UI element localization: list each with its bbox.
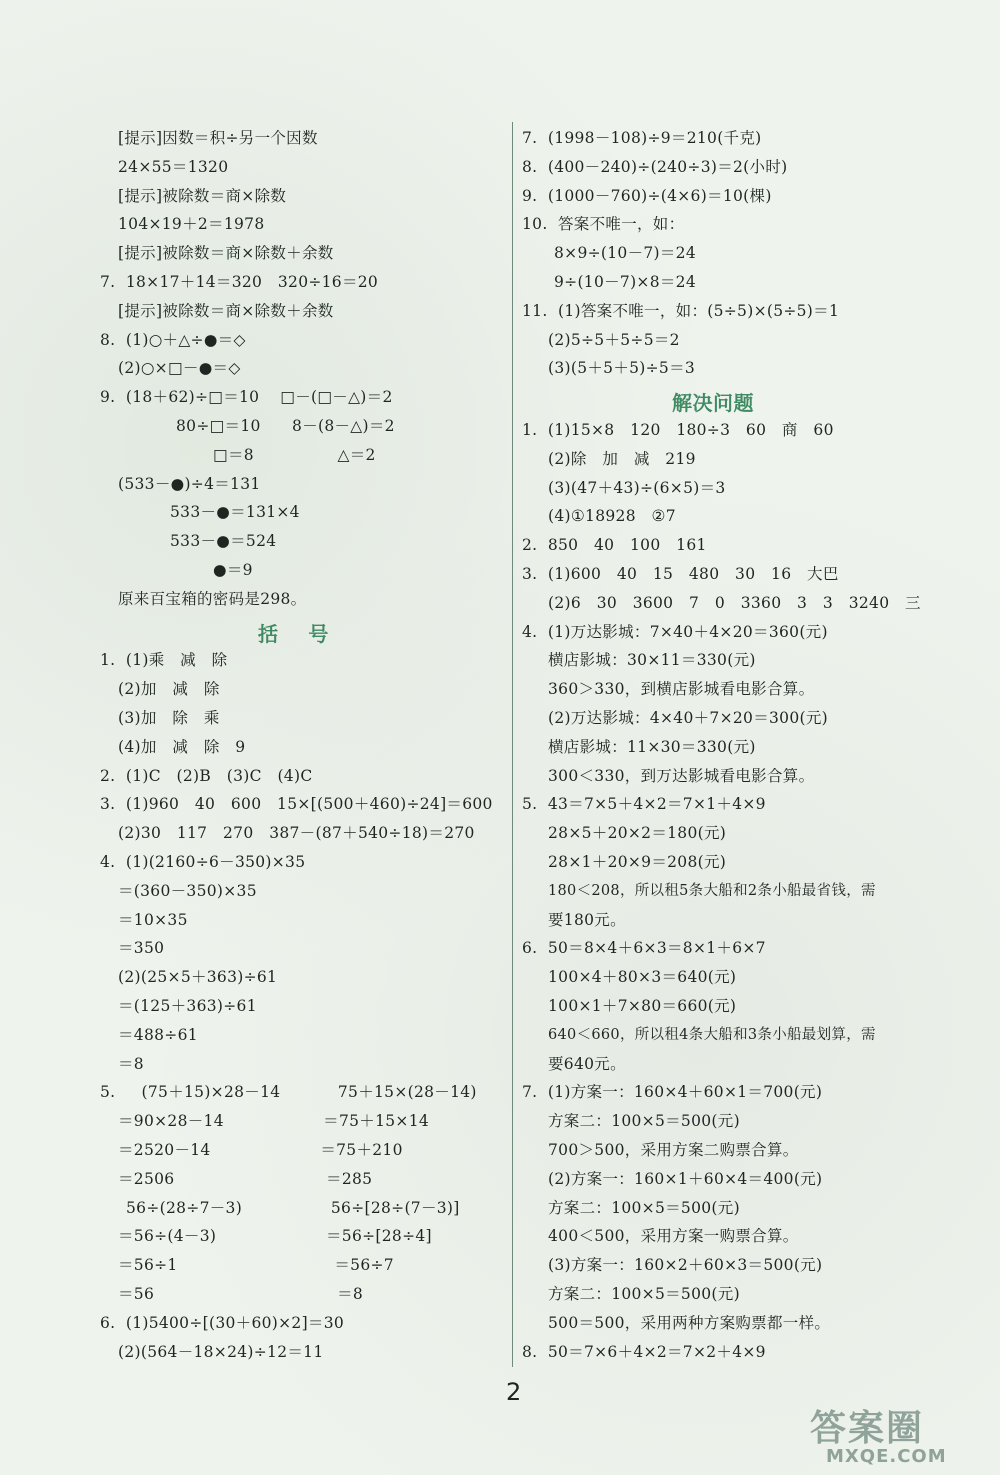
answer-line: (2)30 117 270 387－(87＋540÷18)＝270: [118, 824, 475, 842]
answer-line: 横店影城：30×11＝330(元): [548, 651, 756, 669]
answer-line: (2)6 30 3600 7 0 3360 3 3 3240 三: [548, 594, 921, 612]
answer-line: 方案二：100×5＝500(元): [548, 1199, 740, 1217]
answer-line: ＝56÷(4－3) ＝56÷[28÷4]: [118, 1227, 432, 1245]
question-8: 8. (400－240)÷(240÷3)＝2(小时): [522, 158, 788, 176]
answer-line: (2)(564－18×24)÷12＝11: [118, 1343, 324, 1361]
answer-line: 300＜330，到万达影城看电影合算。: [548, 767, 815, 785]
answer-line: (2)万达影城：4×40＋7×20＝300(元): [548, 709, 828, 727]
watermark-logo: [790, 1400, 990, 1470]
answer-line: ＝350: [118, 939, 165, 957]
answer-line: 9÷(10－7)×8＝24: [554, 273, 696, 291]
answer-line: 方案二：100×5＝500(元): [548, 1285, 740, 1303]
question-2: 2. (1)C (2)B (3)C (4)C: [100, 767, 313, 785]
question-7: 7. (1998－108)÷9＝210(千克): [522, 129, 762, 147]
answer-line: 104×19＋2＝1978: [118, 215, 265, 233]
answer-line: 100×4＋80×3＝640(元): [548, 968, 737, 986]
answer-line: (2)除 加 减 219: [548, 450, 696, 468]
answer-line: (2)○×□－●＝◇: [118, 359, 241, 377]
answer-line: (533－●)÷4＝131: [118, 475, 261, 493]
question-5: 5. (75＋15)×28－14 75＋15×(28－14): [100, 1083, 477, 1101]
answer-line: ＝2520－14 ＝75＋210: [118, 1141, 403, 1159]
watermark-top-text: 答案圈: [810, 1408, 925, 1449]
question-5: 5. 43＝7×5＋4×2＝7×1＋4×9: [522, 795, 766, 813]
answer-line: 24×55＝1320: [118, 158, 229, 176]
question-11: 11. (1)答案不唯一，如：(5÷5)×(5÷5)＝1: [522, 302, 840, 320]
question-6: 6. 50＝8×4＋6×3＝8×1＋6×7: [522, 939, 766, 957]
answer-line: ＝(360－350)×35: [118, 882, 257, 900]
answer-line: 180＜208，所以租5条大船和2条小船最省钱，需: [548, 883, 876, 899]
watermark-bottom-text: MXQE.COM: [826, 1446, 947, 1467]
answer-line: ＝488÷61: [118, 1026, 198, 1044]
section-heading-problem-solving: 解决问题: [672, 391, 754, 415]
answer-line: 56÷(28÷7－3) 56÷[28÷(7－3)]: [126, 1199, 460, 1217]
answer-line: (2)加 减 除: [118, 680, 220, 698]
answer-line: 400＜500，采用方案一购票合算。: [548, 1227, 799, 1245]
question-9: 9. (18＋62)÷□＝10 □－(□－△)＝2: [100, 388, 393, 406]
question-8: 8. 50＝7×6＋4×2＝7×2＋4×9: [522, 1343, 766, 1361]
question-9: 9. (1000－760)÷(4×6)＝10(棵): [522, 187, 772, 205]
answer-line: 533－●＝131×4: [170, 503, 300, 521]
question-1: 1. (1)乘 减 除: [100, 651, 228, 669]
answer-line: (3)方案一：160×2＋60×3＝500(元): [548, 1256, 823, 1274]
answer-line: 640＜660，所以租4条大船和3条小船最划算，需: [548, 1027, 876, 1043]
answer-line: 横店影城：11×30＝330(元): [548, 738, 756, 756]
question-10: 10. 答案不唯一，如：: [522, 215, 685, 233]
question-2: 2. 850 40 100 161: [522, 536, 707, 554]
answer-line: 533－●＝524: [170, 532, 277, 550]
hint-line: [提示]被除数＝商×除数＋余数: [118, 244, 334, 262]
answer-line: 方案二：100×5＝500(元): [548, 1112, 740, 1130]
answer-line: 700＞500，采用方案二购票合算。: [548, 1141, 799, 1159]
question-8: 8. (1)○＋△÷●＝◇: [100, 331, 246, 349]
answer-line: 8×9÷(10－7)＝24: [554, 244, 696, 262]
answer-line: 原来百宝箱的密码是298。: [118, 590, 307, 608]
answer-line: ＝90×28－14 ＝75＋15×14: [118, 1112, 430, 1130]
answer-line: 要640元。: [548, 1055, 626, 1073]
question-7: 7. (1)方案一：160×4＋60×1＝700(元): [522, 1083, 823, 1101]
answer-line: (4)加 减 除 9: [118, 738, 246, 756]
hint-line: [提示]因数＝积÷另一个因数: [118, 129, 318, 147]
section-heading-brackets: 括 号: [258, 622, 329, 646]
hint-line: [提示]被除数＝商×除数: [118, 187, 287, 205]
answer-line: ＝8: [118, 1055, 144, 1073]
answer-line: ●＝9: [213, 561, 253, 579]
answer-line: (2)5÷5＋5÷5＝2: [548, 331, 680, 349]
question-3: 3. (1)960 40 600 15×[(500＋460)÷24]＝600: [100, 795, 493, 813]
answer-line: 500＝500，采用两种方案购票都一样。: [548, 1314, 831, 1332]
answer-line: □＝8 △＝2: [213, 446, 376, 464]
question-1: 1. (1)15×8 120 180÷3 60 商 60: [522, 421, 834, 439]
hint-line: [提示]被除数＝商×除数＋余数: [118, 302, 334, 320]
answer-line: (2)方案一：160×1＋60×4＝400(元): [548, 1170, 823, 1188]
answer-line: 80÷□＝10 8－(8－△)＝2: [176, 417, 395, 435]
answer-line: 28×5＋20×2＝180(元): [548, 824, 727, 842]
answer-line: 28×1＋20×9＝208(元): [548, 853, 727, 871]
answer-line: ＝56 ＝8: [118, 1285, 364, 1303]
answer-line: 要180元。: [548, 911, 626, 929]
question-4: 4. (1)万达影城：7×40＋4×20＝360(元): [522, 623, 828, 641]
answer-line: (2)(25×5＋363)÷61: [118, 968, 278, 986]
answer-line: ＝(125＋363)÷61: [118, 997, 257, 1015]
question-3: 3. (1)600 40 15 480 30 16 大巴: [522, 565, 839, 583]
question-6: 6. (1)5400÷[(30＋60)×2]＝30: [100, 1314, 345, 1332]
answer-line: 100×1＋7×80＝660(元): [548, 997, 737, 1015]
answer-line: ＝56÷1 ＝56÷7: [118, 1256, 394, 1274]
answer-line: (3)加 除 乘: [118, 709, 220, 727]
page-number: 2: [506, 1378, 522, 1406]
question-7: 7. 18×17＋14＝320 320÷16＝20: [100, 273, 379, 291]
answer-line: (3)(47＋43)÷(6×5)＝3: [548, 479, 726, 497]
answer-line: 360＞330，到横店影城看电影合算。: [548, 680, 815, 698]
answer-line: (3)(5＋5＋5)÷5＝3: [548, 359, 696, 377]
answer-line: ＝10×35: [118, 911, 188, 929]
question-4: 4. (1)(2160÷6－350)×35: [100, 853, 306, 871]
column-divider: [512, 122, 513, 1367]
answer-line: ＝2506 ＝285: [118, 1170, 373, 1188]
answer-line: (4)①18928 ②7: [548, 507, 676, 525]
